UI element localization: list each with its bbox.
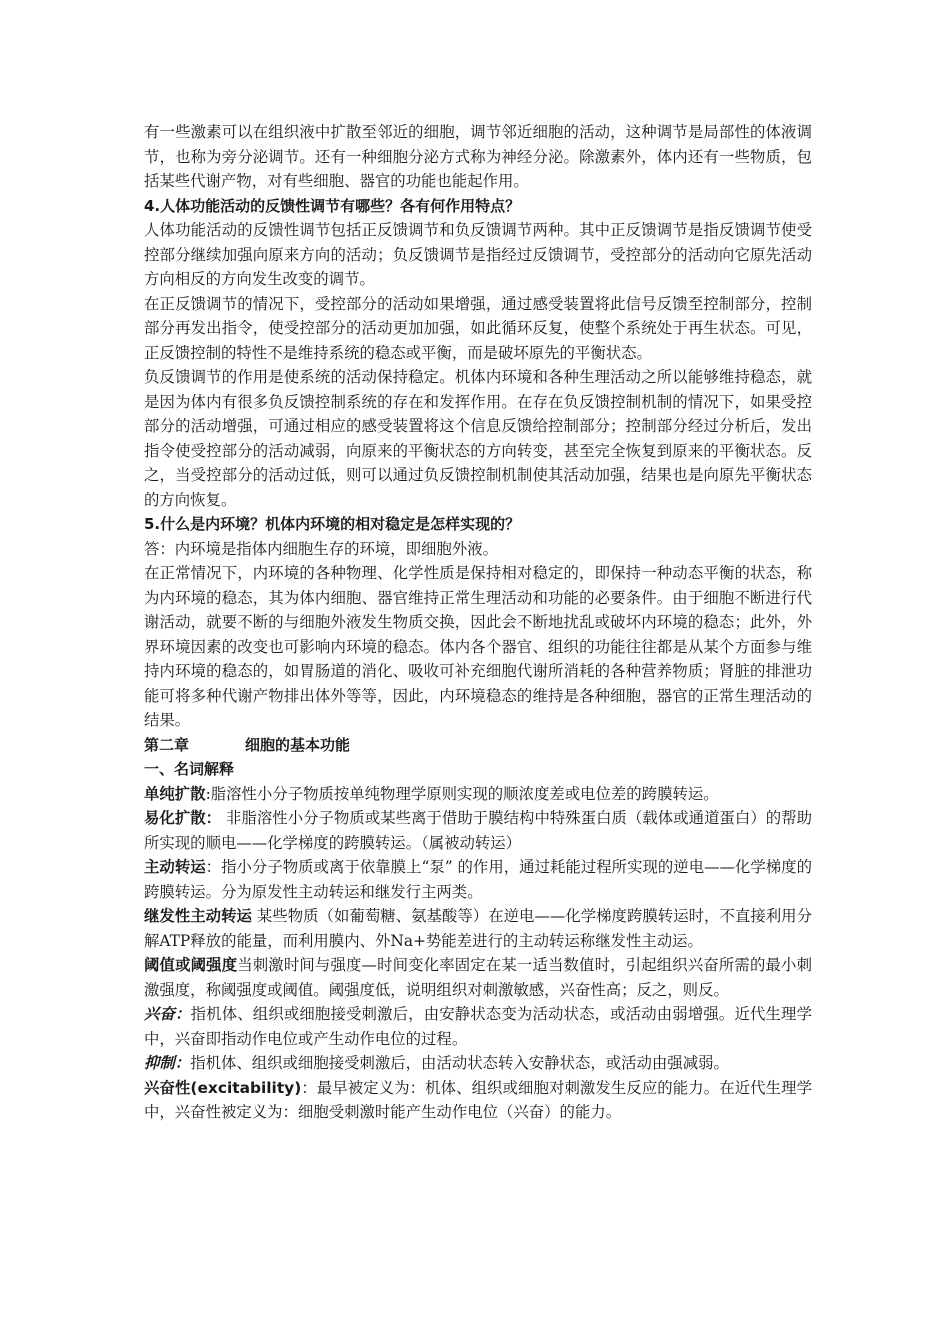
- paragraph: 在正常情况下，内环境的各种物理、化学性质是保持相对稳定的，即保持一种动态平衡的状态，称为内环境的稳态，其为体内细胞、器官维持正常生理活动和功能的必要条件。由于细胞不断进行代谢活动，就要不断的与细胞外液发生物质交换，因此会不断地扰乱或破坏内环境的稳态；此外，外界环境因素的改变也可影响内环境的稳态。体内各个器官、组织的功能往往都是从某个方面参与维持内环境的稳态的，如胃肠道的消化、吸收可补充细胞代谢所消耗的各种营养物质；肾脏的排泄功能可将多种代谢产物排出体外等等，因此，内环境稳态的维持是各种细胞，器官的正常生理活动的结果。: [144, 564, 812, 729]
- definition-text: ：最早被定义为：机体、组织或细胞对刺激发生反应的能力。在近代生理学中，兴奋性被定义为：细胞受刺激时能产生动作电位（兴奋）的能力。: [144, 1078, 812, 1121]
- chapter-title: 细胞的基本功能: [245, 735, 351, 754]
- paragraph: 人体功能活动的反馈性调节包括正反馈调节和负反馈调节两种。其中正反馈调节是指反馈调节使受控部分继续加强向原来方向的活动；负反馈调节是指经过反馈调节，受控部分的活动向它原先活动方向相反的方向发生改变的调节。: [144, 221, 812, 288]
- document-body: [144, 120, 812, 1125]
- term-definition: [144, 782, 812, 807]
- question-heading: 5.什么是内环境？机体内环境的相对稳定是怎样实现的？: [144, 515, 521, 533]
- term-label: 抑制：: [144, 1054, 191, 1072]
- definition-text: ：指小分子物质或离于依靠膜上“泵” 的作用，通过耗能过程所实现的逆电——化学梯度的跨膜转运。分为原发性主动转运和继发行主两类。: [144, 858, 812, 901]
- definition-text: :脂溶性小分子物质按单纯物理学原则实现的顺浓度差或电位差的跨膜转运。: [205, 784, 719, 803]
- term-label: 易化扩散：: [144, 809, 222, 827]
- paragraph: 答：内环境是指体内细胞生存的环境，即细胞外液。: [144, 539, 498, 558]
- term-label: 继发性主动转运: [144, 907, 252, 925]
- paragraph: 有一些激素可以在组织液中扩散至邻近的细胞，调节邻近细胞的活动，这种调节是局部性的体液调节，也称为旁分泌调节。还有一种细胞分泌方式称为神经分泌。除激素外，体内还有一些物质，包括某些代谢产物，对有些细胞、器官的功能也能起作用。: [144, 123, 812, 190]
- chapter-number: 第二章: [144, 735, 190, 754]
- definition-text: 指机体、组织或细胞接受刺激后，由活动状态转入安静状态，或活动由强减弱。: [190, 1054, 729, 1072]
- term-label: 主动转运: [144, 858, 206, 876]
- section-heading: 一、名词解释: [144, 760, 235, 778]
- definition-text: 指机体、组织或细胞接受刺激后，由安静状态变为活动状态，或活动由弱增强。近代生理学中，兴奋即指动作电位或产生动作电位的过程。: [144, 1005, 812, 1048]
- definition-text: 当刺激时间与强度—时间变化率固定在某一适当数值时，引起组织兴奋所需的最小刺激强度，称阈强度或阈值。阈强度低，说明组织对刺激敏感，兴奋性高；反之，则反。: [144, 956, 812, 999]
- paragraph: 在正反馈调节的情况下，受控部分的活动如果增强，通过感受装置将此信号反馈至控制部分，控制部分再发出指令，使受控部分的活动更加加强，如此循环反复，使整个系统处于再生状态。可见，正反馈控制的特性不是维持系统的稳态或平衡，而是破坏原先的平衡状态。: [144, 294, 812, 362]
- definition-text: 某些物质（如葡萄糖、氨基酸等）在逆电——化学梯度跨膜转运时，不直接利用分解ATP释放的能量，而利用膜内、外Na+势能差进行的主动转运称继发性主动运。: [144, 907, 812, 950]
- term-definition: [144, 806, 812, 855]
- term-definition: [144, 953, 812, 1002]
- term-definition: [144, 904, 812, 953]
- term-definition: [144, 1051, 812, 1076]
- definition-text: 非脂溶性小分子物质或某些离于借助于膜结构中特殊蛋白质（载体或通道蛋白）的帮助所实现的顺电——化学梯度的跨膜转运。（属被动转运）: [144, 809, 812, 852]
- term-definition: [144, 1076, 812, 1125]
- term-definition: [144, 1002, 812, 1051]
- paragraph: 负反馈调节的作用是使系统的活动保持稳定。机体内环境和各种生理活动之所以能够维持稳态，就是因为体内有很多负反馈控制系统的存在和发挥作用。在存在负反馈控制机制的情况下，如果受控部分的活动增强，可通过相应的感受装置将这个信息反馈给控制部分；控制部分经过分析后，发出指令使受控部分的活动减弱，向原来的平衡状态的方向转变，甚至完全恢复到原来的平衡状态。反之，当受控部分的活动过低，则可以通过负反馈控制机制使其活动加强，结果也是向原先平衡状态的方向恢复。: [144, 368, 812, 509]
- question-heading: 4.人体功能活动的反馈性调节有哪些？各有何作用特点？: [144, 196, 521, 215]
- term-label: 单纯扩散: [144, 784, 206, 803]
- term-label: 兴奋性(excitability): [144, 1078, 302, 1097]
- chapter-heading: [144, 733, 812, 758]
- term-label: 阈值或阈强度: [144, 956, 238, 974]
- term-label: 兴奋：: [144, 1005, 191, 1023]
- term-definition: [144, 855, 812, 904]
